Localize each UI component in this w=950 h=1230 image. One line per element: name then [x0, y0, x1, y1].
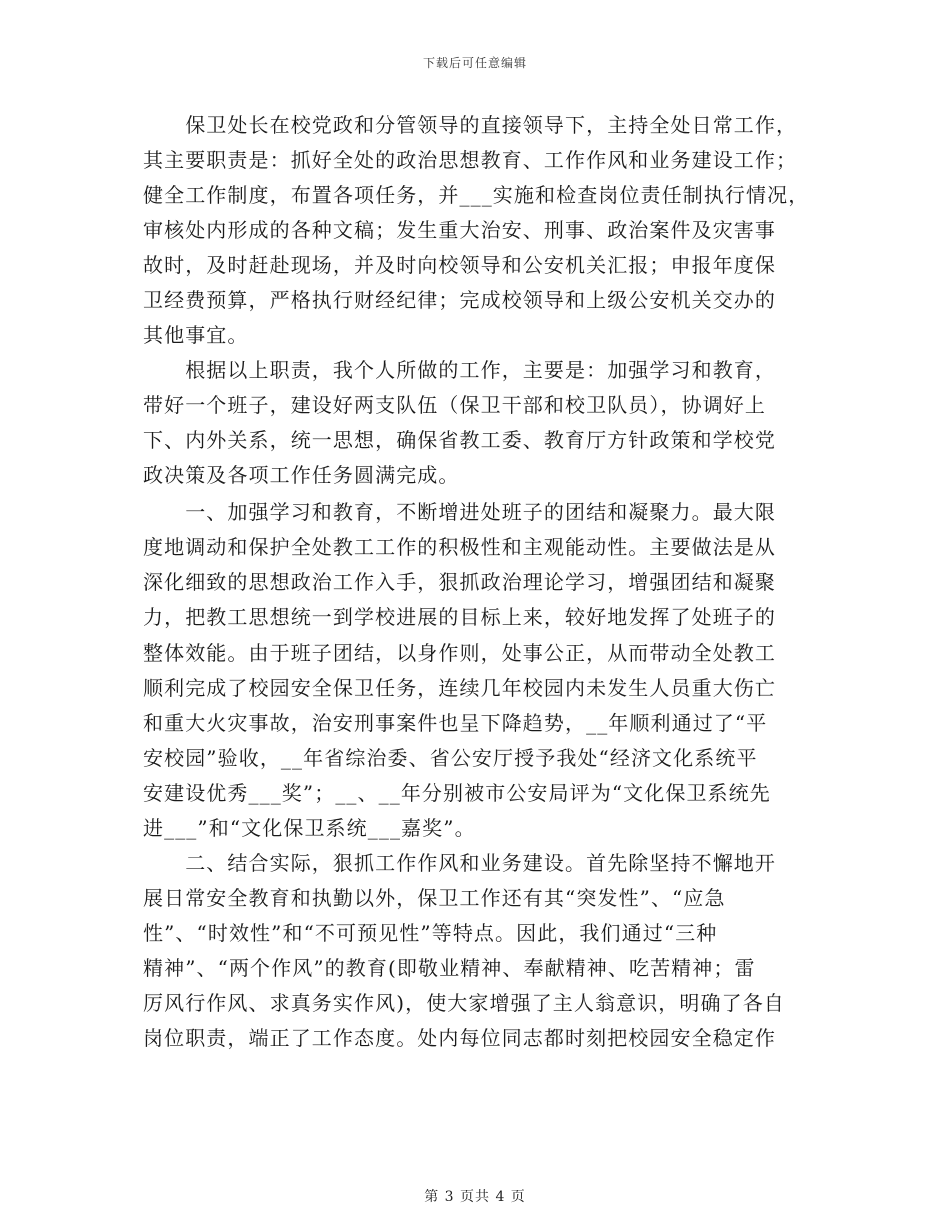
text-line: 二、结合实际，狠抓工作作风和业务建设。首先除坚持不懈地开: [143, 851, 776, 875]
page-footer: 第 3 页共 4 页: [424, 1189, 526, 1205]
text-line: 力，把教工思想统一到学校进展的目标上来，较好地发挥了处班子的: [143, 605, 776, 629]
text-line: 下、内外关系，统一思想，确保省教工委、教育厅方针政策和学校党: [143, 428, 776, 452]
text-line: 精神”、“两个作风”的教育(即敬业精神、奉献精神、吃苦精神；雷: [143, 956, 756, 980]
text-line: 顺利完成了校园安全保卫任务，连续几年校园内未发生人员重大伤亡: [143, 676, 776, 700]
text-line: 深化细致的思想政治工作入手，狠抓政治理论学习，增强团结和凝聚: [143, 570, 776, 594]
text-line: 带好一个班子，建设好两支队伍（保卫干部和校卫队员），协调好上: [143, 393, 766, 417]
text-line: 岗位职责，端正了工作态度。处内每位同志都时刻把校园安全稳定作: [143, 1026, 776, 1050]
page-header: 下载后可任意编辑: [422, 56, 527, 70]
text-line: 度地调动和保护全处教工工作的积极性和主观能动性。主要做法是从: [143, 535, 776, 559]
text-line: 厉风行作风、求真务实作风)，使大家增强了主人翁意识，明确了各自: [143, 991, 785, 1015]
text-line: 保卫处长在校党政和分管领导的直接领导下，主持全处日常工作，: [143, 113, 798, 137]
text-line: 其他事宜。: [143, 323, 249, 347]
text-line: 展日常安全教育和执勤以外，保卫工作还有其“突发性”、“应急: [143, 886, 726, 910]
text-line: 其主要职责是：抓好全处的政治思想教育、工作作风和业务建设工作；: [143, 148, 798, 172]
text-line: 根据以上职责，我个人所做的工作，主要是：加强学习和教育，: [143, 358, 776, 382]
text-line: 和重大火灾事故，治安刑事案件也呈下降趋势，__年顺利通过了“平: [143, 711, 768, 735]
text-line: 故时，及时赶赴现场，并及时向校领导和公安机关汇报；申报年度保: [143, 253, 776, 277]
text-line: 安校园”验收，__年省综治委、省公安厅授予我处“经济文化系统平: [143, 746, 758, 770]
text-line: 一、加强学习和教育，不断增进处班子的团结和凝聚力。最大限: [143, 500, 776, 524]
text-line: 审核处内形成的各种文稿；发生重大治安、刑事、政治案件及灾害事: [143, 218, 776, 242]
text-line: 卫经费预算，严格执行财经纪律；完成校领导和上级公安机关交办的: [143, 288, 776, 312]
text-line: 健全工作制度，布置各项任务，并___实施和检查岗位责任制执行情况，: [143, 183, 810, 207]
text-line: 整体效能。由于班子团结，以身作则，处事公正，从而带动全处教工: [143, 641, 776, 665]
text-line: 安建设优秀___奖”；__、__年分别被市公安局评为“文化保卫系统先: [143, 781, 771, 805]
text-line: 性”、“时效性”和“不可预见性”等特点。因此，我们通过“三种: [143, 921, 718, 945]
text-line: 政决策及各项工作任务圆满完成。: [143, 463, 460, 487]
text-line: 进___”和“文化保卫系统___嘉奖”。: [143, 816, 476, 840]
